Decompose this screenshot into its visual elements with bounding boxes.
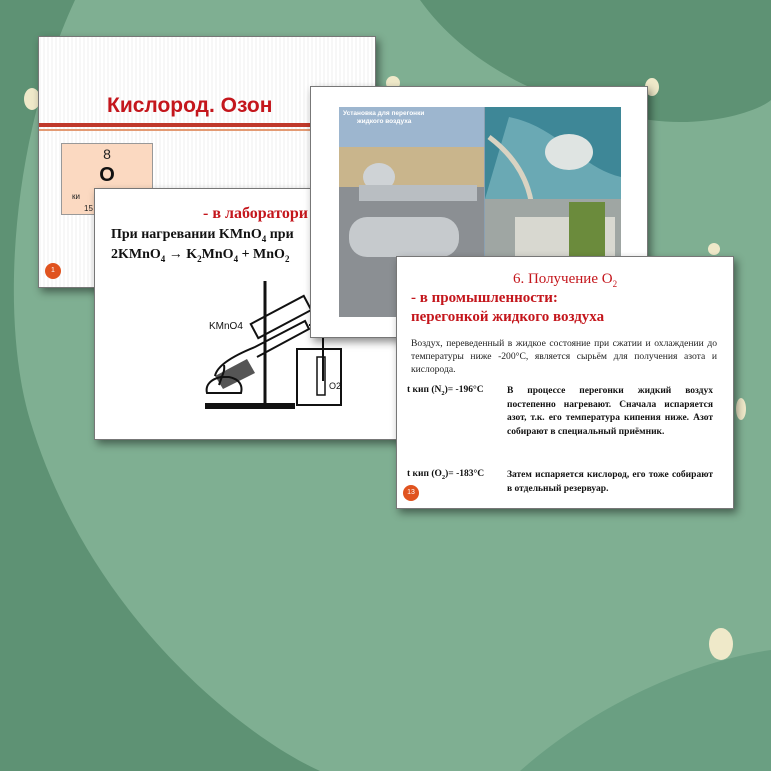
slide-heading: - в лаборатори: [203, 205, 308, 222]
atomic-mass: 15: [84, 204, 93, 213]
oxygen-description: Затем испаряется кислород, его тоже собирают в отдельный резервуар.: [507, 470, 713, 494]
kmno4-label: KMnO4: [209, 321, 243, 332]
reaction-equation: 2KMnO$_4$ → $K_2MnO_4 + MnO_2$: [111, 247, 290, 264]
o2-label: O2: [329, 381, 342, 391]
decor-dot: [709, 628, 733, 660]
page-number-badge: 13: [403, 485, 419, 501]
element-symbol: O: [99, 164, 115, 186]
photo-caption-2: жидкого воздуха: [357, 118, 412, 125]
nitrogen-boiling-point: t кип $(N_2)= -196^\circ С$: [407, 385, 484, 397]
nitrogen-description: В процессе перегонки жидкий воздух постепенно нагревают. Сначала испаряется азот, т.к. его температура кипения ниже. Азот собирают в специальный приёмник.: [507, 386, 713, 437]
decor-dot: [736, 398, 746, 420]
decor-dot: [708, 243, 720, 255]
slide-subheading-2: перегонкой жидкого воздуха: [411, 309, 605, 325]
page-number-badge: 1: [45, 263, 61, 279]
atomic-number: 8: [103, 146, 111, 162]
slide-heading: 6. Получение $O_2$: [512, 271, 618, 289]
oxygen-boiling-point: t кип $(O_2)= -183^\circ С$: [407, 469, 485, 481]
reaction-description: При нагревании KMnO$_4$ при: [111, 227, 294, 244]
slide-subheading: - в промышленности:: [411, 290, 558, 306]
element-name: ки: [72, 192, 80, 201]
photo-caption-1: Установка для перегонки: [343, 110, 425, 117]
slide-industrial-method: [396, 256, 734, 509]
slide-title: Кислород. Озон: [107, 94, 273, 117]
intro-paragraph: Воздух, переведенный в жидкое состояние при сжатии и охлаждении до температуры ниже -200°С, является сырьём для получения азота и кислорода.: [411, 338, 717, 375]
